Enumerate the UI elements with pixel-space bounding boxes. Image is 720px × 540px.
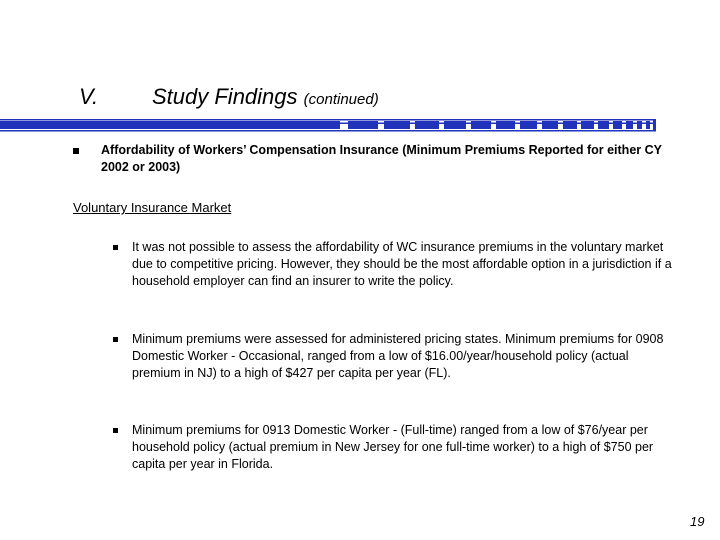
bullet-marker [113,428,118,433]
section-number: V. [79,84,99,109]
bullet-item: Minimum premiums were assessed for administered pricing states. Minimum premiums for 0908 Domestic Worker - Occasional, ranged from a low of $16.00/year/household policy (actual premium in NJ) to a high of $427 per capita per year (FL). [132,332,664,380]
market-heading: Voluntary Insurance Market [73,200,232,215]
title-rule [0,116,720,136]
slide-title [152,84,379,110]
bullet-item: It was not possible to assess the affordability of WC insurance premiums in the voluntary market due to competitive pricing. However, they should be the most affordable option in a jurisdiction if a household employer can find an insurer to write the policy. [132,240,672,288]
slide-title-main: Study Findings [152,84,298,109]
bullet-marker [113,245,118,250]
bullet-marker [113,337,118,342]
section-subheading: Affordability of Workers’ Compensation Insurance (Minimum Premiums Reported for either CY 2002 or 2003) [101,143,662,174]
bullet-item: Minimum premiums for 0913 Domestic Worker - (Full-time) ranged from a low of $76/year per household policy (actual premium in New Jersey for one full-time worker) to a high of $750 per capita per year in Florida. [132,423,654,471]
bullet-marker [73,148,79,154]
page-number: 19 [690,514,705,529]
slide-title-suffix: (continued) [303,91,379,108]
